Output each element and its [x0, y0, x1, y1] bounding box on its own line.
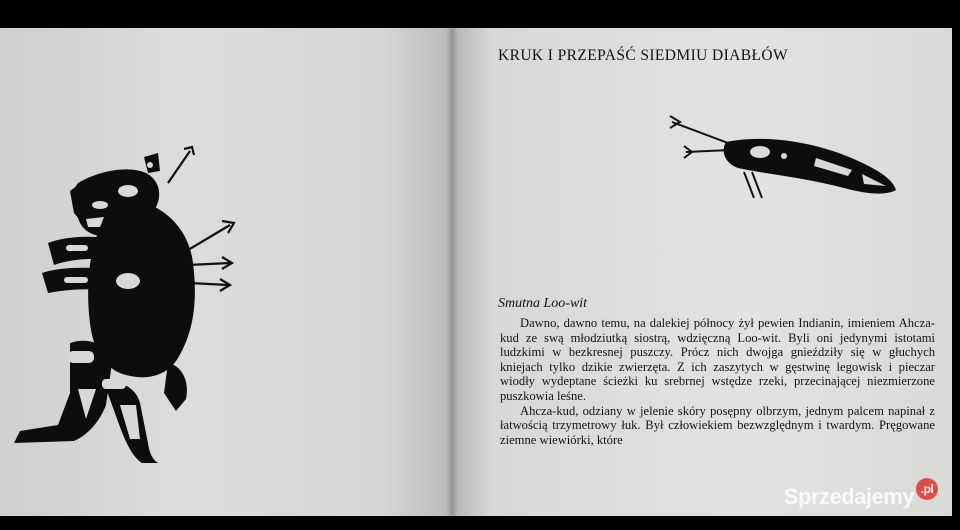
canoe-illustration: [666, 112, 902, 212]
chapter-title: KRUK I PRZEPAŚĆ SIEDMIU DIABŁÓW: [498, 47, 788, 64]
left-page: [0, 28, 452, 516]
watermark-badge: .pl: [916, 478, 938, 500]
paragraph: Dawno, dawno temu, na dalekiej północy żył pewien Indianin, imieniem Ahcza-kud ze swą młodziutką siostrą, wdzięczną Loo-wit. Byli oni jedynymi istotami ludzkimi w bezkresnej puszczy. Prócz nich dwojga gnieździły się w głuchych kniejach tylko dzikie zwierzęta. Z ich zaszytych w gęstwinę legowisk i pieczar wiodły wydeptane ścieżki ku srebrnej wstędze rzeki, przecinającej niezmierzone puszkowia leśne.: [500, 316, 935, 403]
body-text: [500, 316, 935, 447]
watermark-text: Sprzedajemy: [783, 484, 914, 509]
book-gutter: [446, 28, 458, 516]
section-title: Smutna Loo-wit: [498, 296, 588, 311]
watermark: [784, 484, 938, 510]
bear-illustration: [8, 143, 248, 463]
paragraph: Ahcza-kud, odziany w jelenie skóry posępny olbrzym, jednym palcem napinał z łatwością trzymetrowy łuk. Był człowiekiem bezwzględnym i twardym. Pręgowane ziemne wiewiórki, które: [500, 403, 935, 447]
